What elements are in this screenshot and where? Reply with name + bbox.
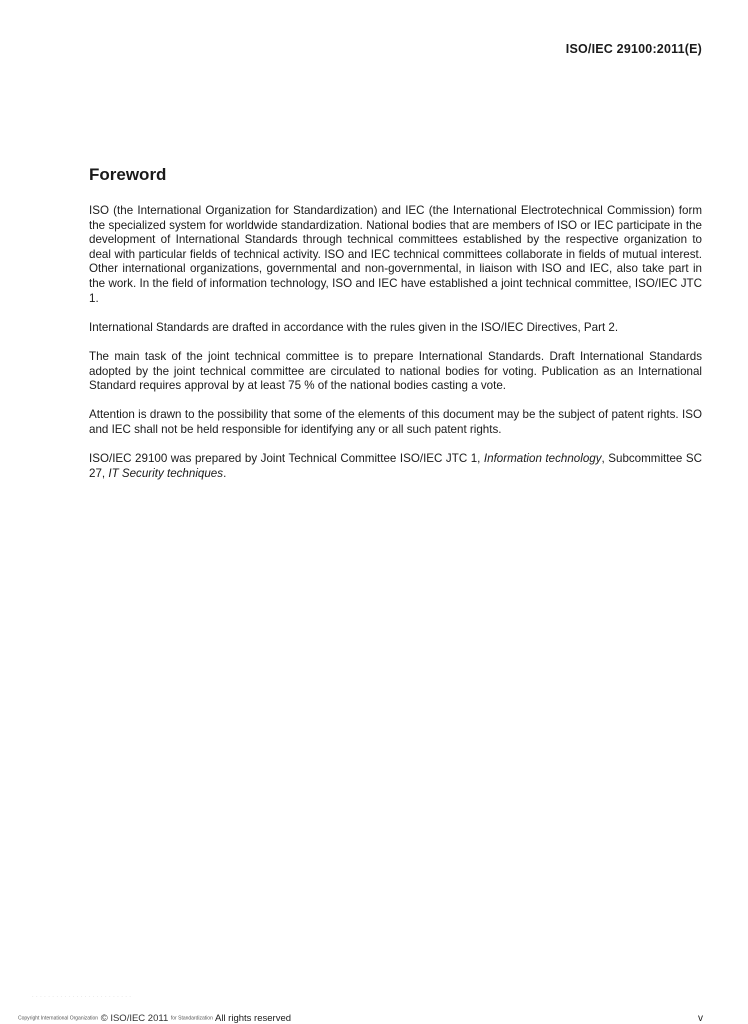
foreword-body [89,204,702,481]
committee-title: Information technology [483,452,602,466]
paragraph-organizations: ISO (the International Organization for Standardization) and IEC (the International Electrotechnical Commission) form the specialized system for worldwide standardization. National bodies that are members of ISO or IEC participate in the development of International Standards through technical committees established by the respective organization to deal with particular fields of technical activity. ISO and IEC technical committees collaborate in fields of mutual interest. Other international organizations, governmental and non-governmental, in liaison with ISO and IEC, also take part in the work. In the field of information technology, ISO and IEC have established a joint technical committee, ISO/IEC JTC 1. [89,204,702,305]
paragraph-main-task: The main task of the joint technical committee is to prepare International Standards. Draft International Standards adopted by the joint technical committee are circulated to national bodies for voting. Publication as an International Standard requires approval by at least 75 % of the national bodies casting a vote. [89,349,702,393]
footer-overlay-left: Copyright International Organization [18,1015,99,1022]
document-id-header: ISO/IEC 29100:2011(E) [565,42,702,56]
footer-rights: All rights reserved [212,1013,292,1024]
footer-copyright-mark: © ISO/IEC 2011 [100,1013,169,1024]
footer-copyright [18,1013,291,1024]
page-number: v [698,1013,703,1024]
paragraph-patent-rights: Attention is drawn to the possibility that some of the elements of this document may be the subject of patent rights. ISO and IEC shall not be held responsible for identifying any or all such patent rights. [89,408,702,436]
footer-overlay-right: for Standardization [170,1015,213,1022]
subcommittee-title: IT Security techniques [108,466,224,480]
paragraph-drafting-rules: International Standards are drafted in accordance with the rules given in the ISO/IEC Directives, Part 2. [89,320,619,334]
prepared-by-middle: , Subcommittee SC 27, [89,452,702,480]
prepared-by-suffix: . [223,466,227,480]
section-title-foreword: Foreword [89,165,167,184]
paragraph-prepared-by [89,452,702,481]
prepared-by-prefix: ISO/IEC 29100 was prepared by Joint Technical Committee ISO/IEC JTC 1, [89,452,484,466]
faint-watermark-line: · · · · · · · · · · · · · · · · · · · · · · · · · [32,994,132,1000]
